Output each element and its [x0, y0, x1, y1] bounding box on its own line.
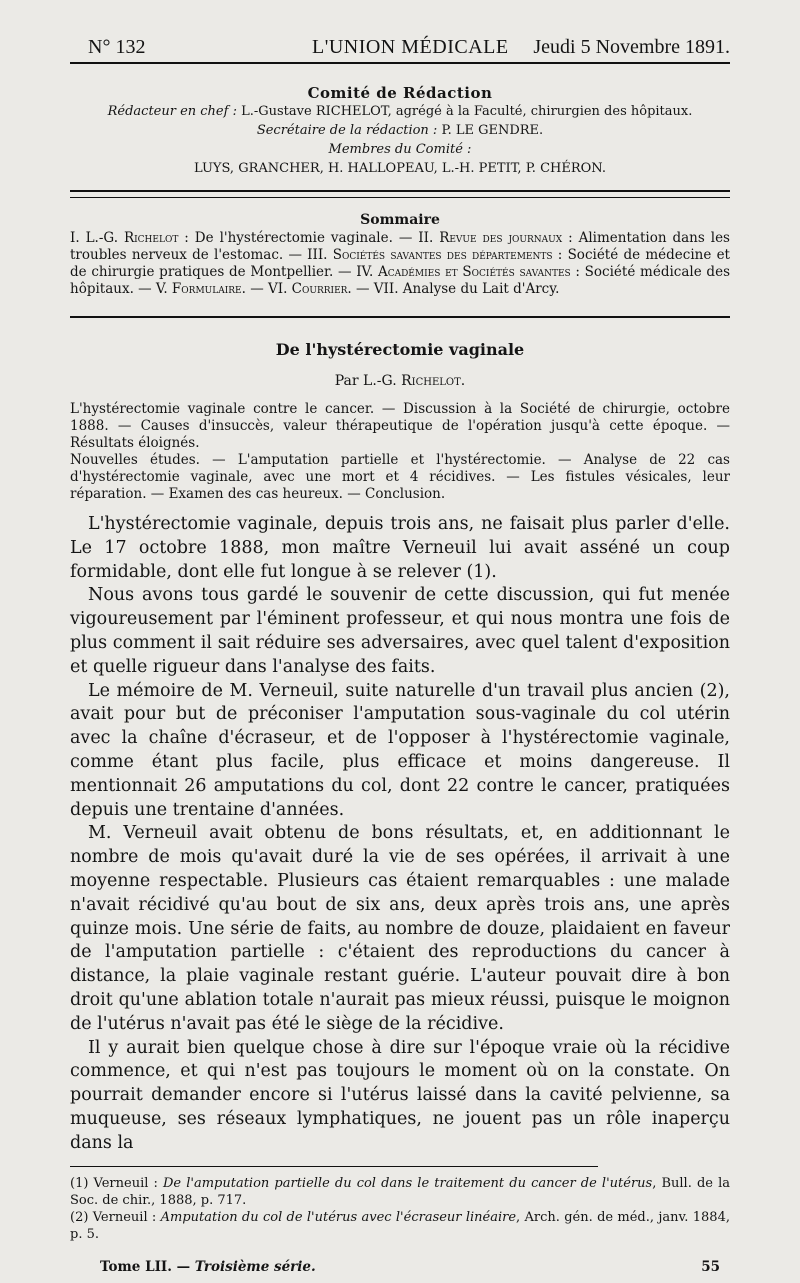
tome-series: Troisième série. [194, 1258, 316, 1275]
section-rule [70, 316, 730, 318]
secretaire-name: P. LE GENDRE. [441, 123, 544, 138]
running-head [70, 30, 730, 64]
body-paragraph: Il y aurait bien quelque chose à dire sur l'époque vraie où la récidive commence, et qui n'est pas toujours le moment où on la constate. On pourrait demander encore si l'utérus laissé dans la cavité pelvienne, sa muqueuse, ses réseaux lymphatiques, ne jouent pas un rôle inaperçu dans la [70, 1037, 730, 1153]
byline-author: Richelot [401, 373, 461, 389]
sommaire-part: I. L.-G. [70, 230, 124, 246]
footnote [70, 1209, 730, 1243]
page-number: 55 [701, 1258, 720, 1275]
double-rule-divider [70, 190, 730, 198]
page-footer [70, 1259, 730, 1283]
article-body [70, 513, 730, 1156]
comite-title: Comité de Rédaction [307, 84, 493, 102]
sommaire-part: : Alimentation dans les troubles nerveux de l'estomac. — III. [70, 230, 730, 263]
abstract-paragraph: Nouvelles études. — L'amputation partielle et l'hystérectomie. — Analyse de 22 cas d'hystérectomie vaginale, avec une mort et 4 récidives. — Les fistules vésicales, leur réparation. — Examen des cas heureux. — Conclusion. [70, 452, 730, 502]
byline-suffix: . [460, 373, 466, 389]
footnote-rule [70, 1166, 598, 1167]
sommaire-title: Sommaire [360, 212, 440, 228]
sommaire-section: Académies et Sociétés savantes [377, 264, 571, 280]
tome-label [100, 1259, 316, 1275]
footnote-source: , Bull. de la Soc. de chir., 1888, p. 717. [70, 1175, 730, 1208]
membres-label: Membres du Comité : [328, 142, 472, 157]
article-abstract [70, 401, 730, 503]
journal-page [70, 30, 730, 1275]
sommaire-text [70, 230, 730, 298]
footnote [70, 1175, 730, 1209]
sommaire-part: : Société de médecine et de chirurgie pratiques de Montpellier. — IV. [70, 247, 730, 280]
redacteur-label: Rédacteur en chef : [107, 104, 237, 119]
sommaire-section: Formulaire [171, 281, 242, 297]
footnote-title: Amputation du col de l'utérus avec l'écraseur linéaire [160, 1209, 517, 1225]
body-paragraph: Nous avons tous gardé le souvenir de cette discussion, qui fut menée vigoureusement par l'éminent professeur, et qui nous montra une fois de plus comment il sait réduire ses adversaires, avec quel talent d'exposition et quelle rigueur dans l'analyse des faits. [70, 585, 730, 677]
secretaire-line [70, 121, 730, 140]
tome-prefix: Tome LII. — [100, 1258, 195, 1275]
footnote-source: , Arch. gén. de méd., janv. 1884, p. 5. [70, 1209, 730, 1242]
sommaire-author: Richelot [123, 230, 179, 246]
journal-title: L'UNION MÉDICALE [312, 36, 509, 58]
sommaire-part: . — VI. [241, 281, 292, 297]
byline-prefix: Par L.-G. [334, 373, 402, 389]
membres-line: LUYS, GRANCHER, H. HALLOPEAU, L.-H. PETIT, P. CHÉRON. [194, 161, 606, 176]
footnote-number: (2) Verneuil : [70, 1209, 161, 1225]
membres-label-line [70, 140, 730, 159]
article-byline [70, 373, 730, 389]
body-paragraph: M. Verneuil avait obtenu de bons résultats, et, en additionnant le nombre de mois qu'avait duré la vie de ses opérées, il arrivait à une moyenne respectable. Plusieurs cas étaient remarquables : une malade n'avait récidivé qu'au bout de six ans, deux après trois ans, une après quinze mois. Une série de faits, au nombre de douze, plaidaient en faveur de l'amputation partielle : c'étaient des reproductions du cancer à distance, la plaie vaginale restant guérie. L'auteur pouvait dire à bon droit qu'une ablation totale n'aurait pas mieux réussi, puisque le moignon de l'utérus n'avait pas été le siège de la récidive. [70, 823, 730, 1034]
footnote-title: De l'amputation partielle du col dans le traitement du cancer de l'utérus [163, 1175, 653, 1191]
issue-number: N° 132 [88, 36, 146, 58]
sommaire-part: . — VII. Analyse du Lait d'Arcy. [347, 281, 560, 297]
sommaire-section: Sociétés savantes des départements [332, 247, 553, 263]
redacteur-name: L.-Gustave RICHELOT, agrégé à la Faculté, chirurgien des hôpitaux. [241, 104, 693, 119]
secretaire-label: Secrétaire de la rédaction : [256, 123, 438, 138]
article-title: De l'hystérectomie vaginale [275, 340, 525, 359]
body-paragraph: Le mémoire de M. Verneuil, suite naturelle d'un travail plus ancien (2), avait pour but de préconiser l'amputation sous-vaginale du col utérin avec la chaîne d'écraseur, et de l'opposer à l'hystérectomie vaginale, comme étant plus facile, plus efficace et moins dangereuse. Il mentionnait 26 amputations du col, dont 22 contre le cancer, pratiquées depuis une trentaine d'années. [70, 680, 730, 820]
sommaire-part: : De l'hystérectomie vaginale. — II. [178, 230, 440, 246]
sommaire-section: Courrier [291, 281, 348, 297]
issue-date: Jeudi 5 Novembre 1891. [533, 36, 730, 58]
sommaire-section: Revue des journaux [439, 230, 563, 246]
footnote-number: (1) Verneuil : [70, 1175, 163, 1191]
body-paragraph: L'hystérectomie vaginale, depuis trois ans, ne faisait plus parler d'elle. Le 17 octobre 1888, mon maître Verneuil lui avait asséné un coup formidable, dont elle fut longue à se relever (1). [70, 514, 730, 582]
abstract-paragraph: L'hystérectomie vaginale contre le cancer. — Discussion à la Société de chirurgie, octobre 1888. — Causes d'insuccès, valeur thérapeutique de l'opération jusqu'à cette époque. — Résultats éloignés. [70, 401, 730, 451]
sommaire-part: : Société médicale des hôpitaux. — V. [70, 264, 730, 297]
redacteur-line [70, 102, 730, 121]
